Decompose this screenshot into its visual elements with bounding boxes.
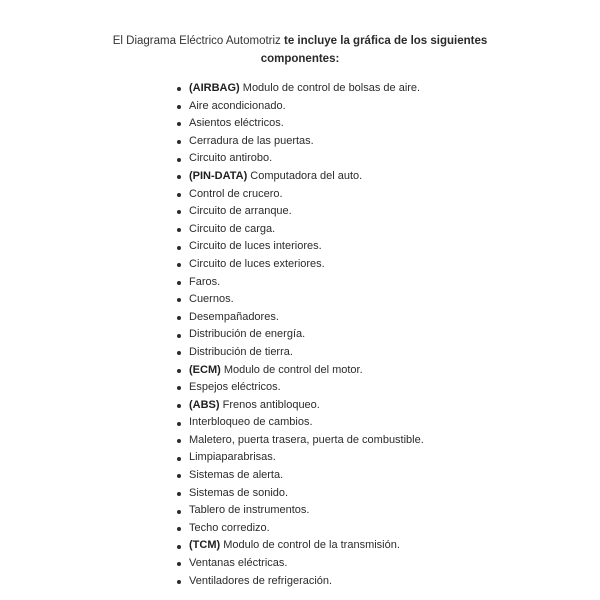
list-item bbox=[175, 309, 575, 327]
bullet-icon bbox=[177, 545, 181, 549]
list-item bbox=[175, 362, 575, 380]
bullet-icon bbox=[177, 562, 181, 566]
list-item-text: Modulo de control de la transmisión. bbox=[220, 539, 400, 552]
bullet-icon bbox=[177, 351, 181, 355]
intro-paragraph bbox=[0, 32, 600, 68]
bullet-icon bbox=[177, 193, 181, 197]
list-item bbox=[175, 274, 575, 292]
list-item-code: (TCM) bbox=[189, 539, 221, 552]
list-item-text: Circuito de luces exteriores. bbox=[189, 257, 325, 270]
list-item-text: Computadora del auto. bbox=[247, 169, 363, 182]
bullet-icon bbox=[177, 510, 181, 514]
list-item bbox=[175, 449, 575, 467]
list-item bbox=[175, 186, 575, 204]
list-item bbox=[175, 256, 575, 274]
list-item bbox=[175, 238, 575, 256]
list-item bbox=[175, 80, 575, 98]
list-item bbox=[175, 203, 575, 221]
bullet-icon bbox=[177, 87, 181, 91]
list-item bbox=[175, 221, 575, 239]
list-item-text: Circuito antirobo. bbox=[189, 152, 273, 165]
bullet-icon bbox=[177, 386, 181, 390]
list-item-text: Techo corredizo. bbox=[189, 521, 270, 534]
list-item-text: Sistemas de alerta. bbox=[189, 469, 284, 482]
component-list bbox=[175, 80, 575, 590]
bullet-icon bbox=[177, 281, 181, 285]
bullet-icon bbox=[177, 175, 181, 179]
bullet-icon bbox=[177, 457, 181, 461]
list-item-code: (ECM) bbox=[189, 363, 221, 376]
list-item-text: Sistemas de sonido. bbox=[189, 486, 289, 499]
bullet-icon bbox=[177, 369, 181, 373]
list-item-text: Circuito de luces interiores. bbox=[189, 240, 322, 253]
list-item-text: Faros. bbox=[189, 275, 221, 288]
bullet-icon bbox=[177, 439, 181, 443]
bullet-icon bbox=[177, 228, 181, 232]
list-item bbox=[175, 150, 575, 168]
list-item bbox=[175, 414, 575, 432]
bullet-icon bbox=[177, 492, 181, 496]
list-item bbox=[175, 379, 575, 397]
bullet-icon bbox=[177, 263, 181, 267]
list-item-text: Limpiaparabrisas. bbox=[189, 451, 276, 464]
bullet-icon bbox=[177, 246, 181, 250]
list-item bbox=[175, 555, 575, 573]
list-item-text: Distribución de energía. bbox=[189, 328, 306, 341]
list-item bbox=[175, 344, 575, 362]
list-item-text: Cerradura de las puertas. bbox=[189, 134, 314, 147]
list-item bbox=[175, 291, 575, 309]
intro-bold-line-2: componentes: bbox=[260, 53, 340, 65]
list-item-text: Asientos eléctricos. bbox=[189, 117, 284, 130]
bullet-icon bbox=[177, 404, 181, 408]
list-item bbox=[175, 326, 575, 344]
bullet-icon bbox=[177, 158, 181, 162]
bullet-icon bbox=[177, 474, 181, 478]
list-item bbox=[175, 467, 575, 485]
bullet-icon bbox=[177, 298, 181, 302]
list-item bbox=[175, 520, 575, 538]
list-item-text: Circuito de carga. bbox=[189, 222, 276, 235]
list-item bbox=[175, 502, 575, 520]
intro-text: El Diagrama Eléctrico Automotriz bbox=[112, 35, 285, 47]
bullet-icon bbox=[177, 316, 181, 320]
bullet-icon bbox=[177, 527, 181, 531]
bullet-icon bbox=[177, 105, 181, 109]
list-item-code: (ABS) bbox=[189, 398, 220, 411]
list-item bbox=[175, 98, 575, 116]
list-item-text: Frenos antibloqueo. bbox=[219, 398, 320, 411]
bullet-icon bbox=[177, 580, 181, 584]
list-item bbox=[175, 115, 575, 133]
bullet-icon bbox=[177, 122, 181, 126]
list-item-code: (AIRBAG) bbox=[189, 82, 240, 94]
list-item-text: Interbloqueo de cambios. bbox=[189, 416, 313, 429]
bullet-icon bbox=[177, 210, 181, 214]
list-item-text: Desempañadores. bbox=[189, 310, 279, 323]
list-item bbox=[175, 485, 575, 503]
bullet-icon bbox=[177, 334, 181, 338]
list-item-text: Distribución de tierra. bbox=[189, 345, 293, 358]
list-item-text: Modulo de control del motor. bbox=[220, 363, 363, 376]
list-item-text: Maletero, puerta trasera, puerta de combustible. bbox=[189, 433, 424, 446]
list-item-text: Aire acondicionado. bbox=[189, 99, 286, 112]
list-item bbox=[175, 537, 575, 555]
list-item bbox=[175, 573, 575, 591]
list-item bbox=[175, 133, 575, 151]
list-item-text: Ventanas eléctricas. bbox=[189, 557, 288, 570]
list-item-text: Control de crucero. bbox=[189, 187, 283, 200]
list-item-text: Espejos eléctricos. bbox=[189, 381, 281, 394]
list-item-text: Tablero de instrumentos. bbox=[189, 504, 310, 517]
bullet-icon bbox=[177, 140, 181, 144]
list-item bbox=[175, 397, 575, 415]
bullet-icon bbox=[177, 422, 181, 426]
list-item bbox=[175, 168, 575, 186]
list-item bbox=[175, 432, 575, 450]
intro-bold-line-1: te incluye la gráfica de los siguientes bbox=[284, 35, 488, 47]
list-item-text: Circuito de arranque. bbox=[189, 205, 292, 218]
list-item-text: Cuernos. bbox=[189, 293, 234, 306]
list-item-code: (PIN-DATA) bbox=[189, 169, 248, 182]
list-item-text: Modulo de control de bolsas de aire. bbox=[239, 82, 421, 94]
list-item-text: Ventiladores de refrigeración. bbox=[189, 574, 333, 587]
